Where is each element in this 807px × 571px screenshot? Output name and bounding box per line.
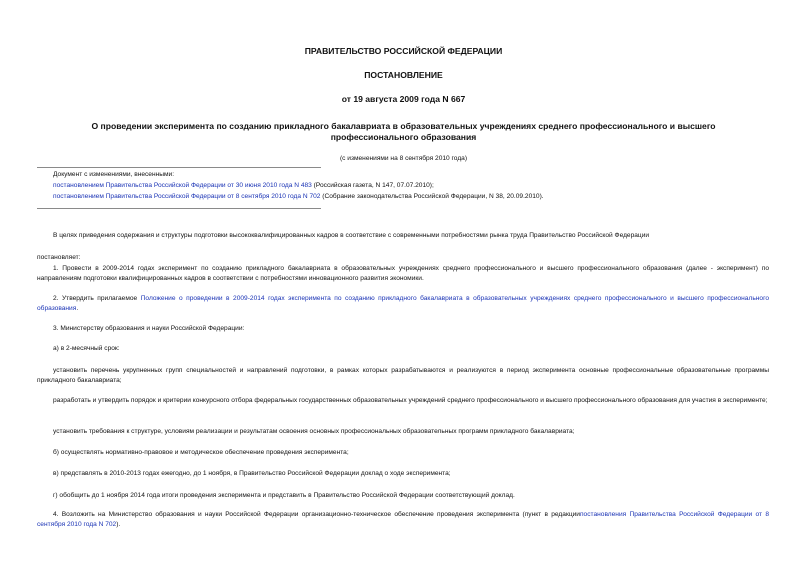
regulation-link[interactable]: Положение о проведении в 2009-2014 годах эксперимента по созданию прикладного бакалавриата в образовательных учреждениях среднего профессионального и высшего профессионального образования — [37, 295, 769, 312]
amendments-top-rule — [37, 167, 321, 168]
changes-note: (с изменениями на 8 сентября 2010 года) — [339, 155, 468, 162]
amendment-item — [53, 192, 793, 201]
document-type-heading: ПОСТАНОВЛЕНИЕ — [364, 70, 443, 80]
document-date: от 19 августа 2009 года N 667 — [341, 94, 466, 104]
amendment-source: (Российская газета, N 147, 07.07.2010); — [311, 182, 434, 189]
paragraph-4-prefix: 4. Возложить на Министерство образования и науки Российской Федерации организационно-техническое обеспечение проведения эксперимента (пункт в редакции — [53, 511, 580, 518]
paragraph-3g: г) обобщить до 1 ноября 2014 года итоги проведения эксперимента и представить в Правительство Российской Федерации соответствующий доклад. — [53, 492, 515, 499]
amendment-702-link[interactable]: постановления Правительства Российской Федерации от 8 сентября 2010 года N 702 — [37, 511, 769, 528]
paragraph-2 — [37, 294, 769, 313]
paragraph-3a: а) в 2-месячный срок: — [53, 345, 120, 352]
amendments-bottom-rule — [37, 208, 321, 209]
paragraph-3a-item-2: разработать и утвердить порядок и критерии конкурсного отбора федеральных государственных образовательных учреждений среднего профессионального и высшего профессионального образования для участия в эксперименте; — [53, 397, 768, 404]
paragraph-3: 3. Министерству образования и науки Российской Федерации: — [53, 325, 245, 332]
government-heading: ПРАВИТЕЛЬСТВО РОССИЙСКОЙ ФЕДЕРАЦИИ — [304, 46, 503, 56]
paragraph-3b: б) осуществлять нормативно-правовое и методическое обеспечение проведения эксперимента; — [53, 449, 349, 456]
paragraph-3a-item-1: установить перечень укрупненных групп специальностей и направлений подготовки, в рамках которых разрабатываются и реализуются в период эксперимента основные профессиональные образовательные программы прикладного бакалавриата; — [37, 367, 769, 384]
amendment-link-483[interactable]: постановлением Правительства Российской Федерации от 30 июня 2010 года N 483 — [53, 182, 312, 189]
paragraph-2-prefix: 2. Утвердить прилагаемое — [53, 295, 141, 302]
document-title: О проведении эксперимента по созданию прикладного бакалавриата в образовательных учреждениях среднего профессионального и высшего профессионального образования — [91, 121, 716, 142]
preamble-paragraph: В целях приведения содержания и структуры подготовки высококвалифицированных кадров в соответствие с современными потребностями рынка труда Правительство Российской Федерации — [53, 232, 650, 239]
paragraph-3a-item-3: установить требования к структуре, условиям реализации и результатам освоения основных профессиональных образовательных программ прикладного бакалавриата; — [53, 428, 575, 435]
amendment-source: (Собрание законодательства Российской Федерации, N 38, 20.09.2010). — [320, 193, 544, 200]
amendment-link-702[interactable]: постановлением Правительства Российской Федерации от 8 сентября 2010 года N 702 — [53, 193, 321, 200]
amendments-block — [53, 170, 793, 201]
amendments-intro: Документ с изменениями, внесенными: — [53, 171, 175, 178]
paragraph-1: 1. Провести в 2009-2014 годах эксперимент по созданию прикладного бакалавриата в образовательных учреждениях среднего профессионального и высшего профессионального образования (далее - эксперимент) по направлениям подготовки квалифицированных кадров в соответствии с потребностями инновационного развития экономики. — [37, 265, 769, 282]
paragraph-2-suffix: . — [76, 304, 79, 312]
amendment-item — [53, 181, 793, 190]
paragraph-4 — [37, 510, 769, 529]
paragraph-4-suffix: ). — [116, 520, 121, 528]
decrees-word: постановляет: — [37, 254, 81, 261]
paragraph-3v: в) представлять в 2010-2013 годах ежегодно, до 1 ноября, в Правительство Российской Федерации доклад о ходе эксперимента; — [53, 470, 451, 477]
